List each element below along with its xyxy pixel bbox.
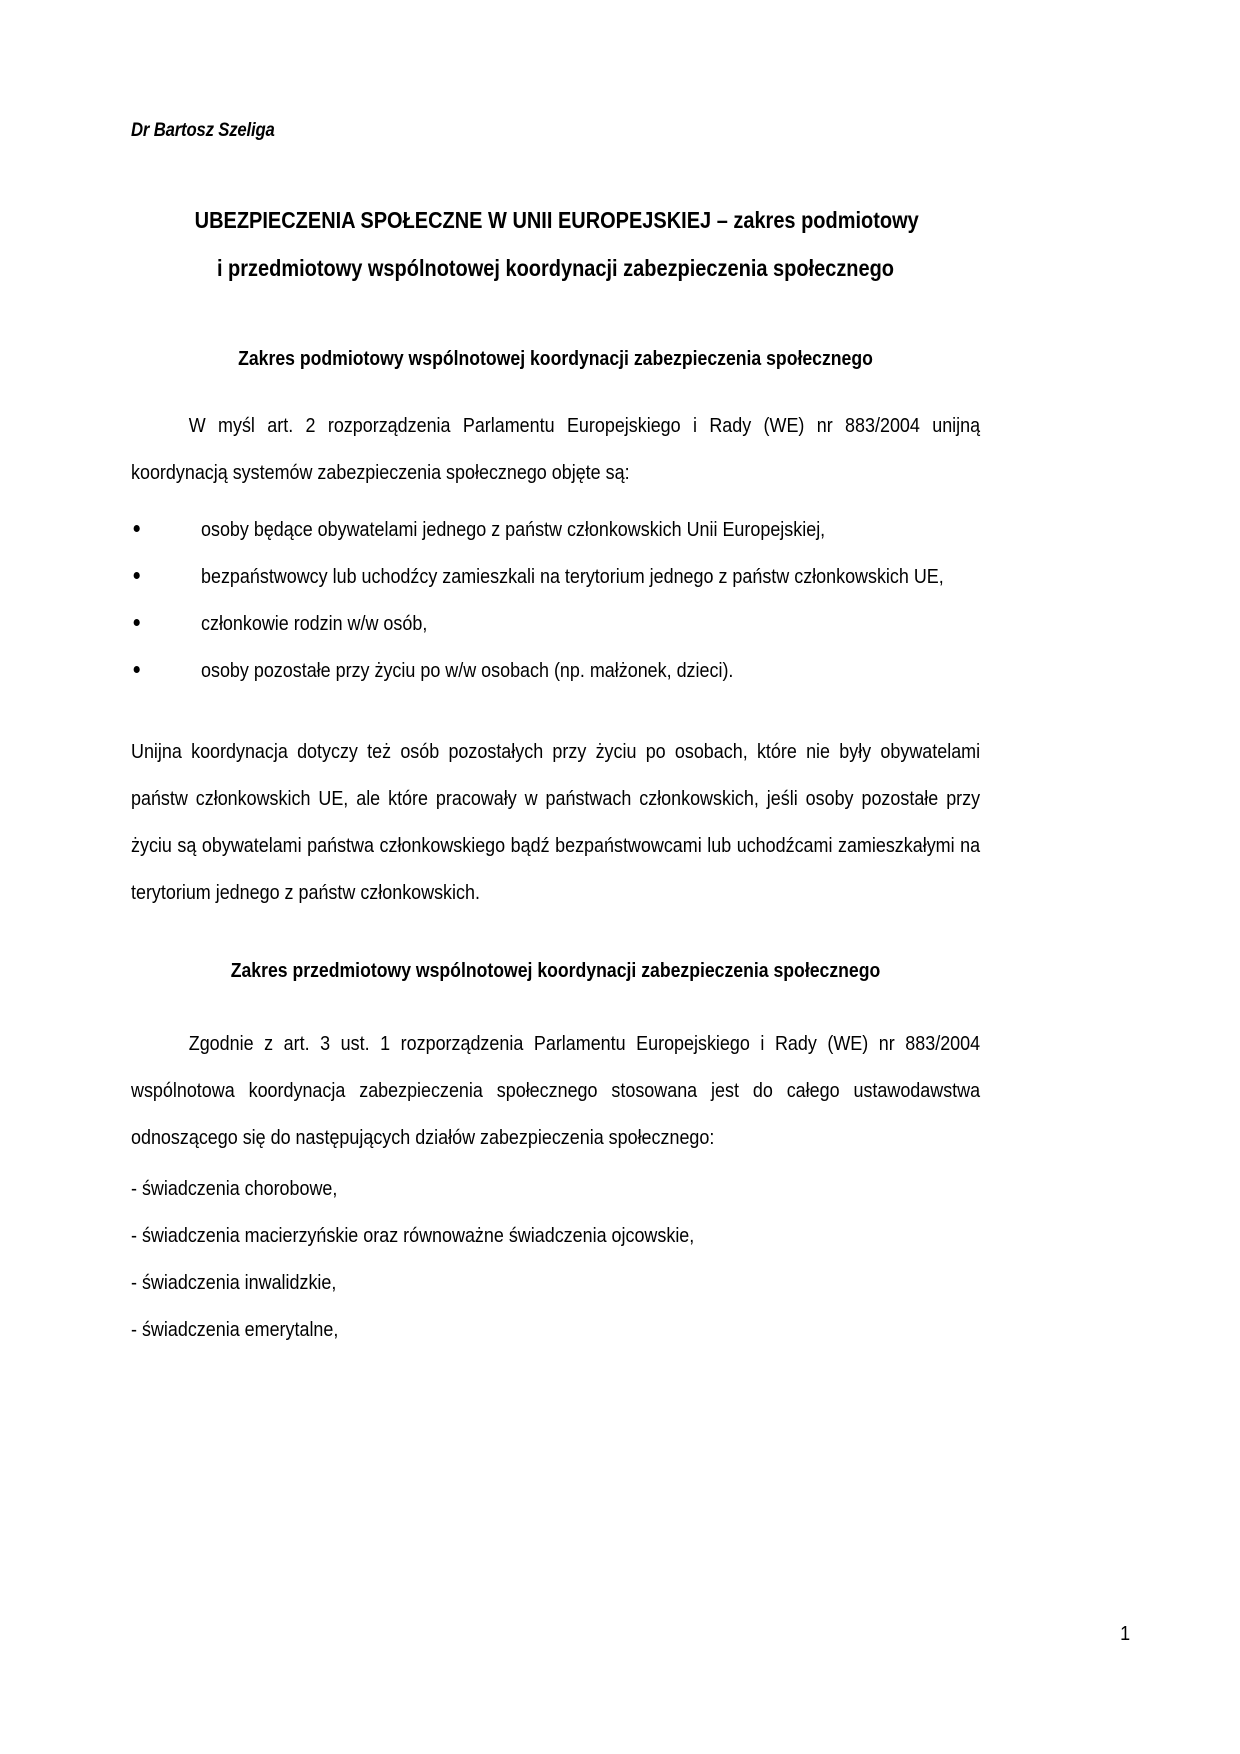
paragraph-intro-section-1: W myśl art. 2 rozporządzenia Parlamentu Europejskiego i Rady (WE) nr 883/2004 unijną koordynacją systemów zabezpieczenia społecznego objęte są:	[131, 414, 981, 484]
title-line-1: UBEZPIECZENIA SPOŁECZNE W UNII EUROPEJSKIEJ – zakres podmiotowy	[194, 207, 919, 233]
page-number: 1	[1119, 1623, 1130, 1645]
author-name: Dr Bartosz Szeliga	[131, 120, 275, 141]
list-item: - świadczenia macierzyńskie oraz równoważne świadczenia ojcowskie,	[131, 1224, 695, 1247]
list-item-text: członkowie rodzin w/w osób,	[201, 612, 428, 635]
list-item: - świadczenia emerytalne,	[131, 1318, 339, 1341]
title-line-2: i przedmiotowy wspólnotowej koordynacji zabezpieczenia społecznego	[216, 255, 895, 281]
dash-list-section-2	[131, 1165, 980, 1353]
list-item-text: bezpaństwowcy lub uchodźcy zamieszkali na terytorium jednego z państw członkowskich UE,	[201, 565, 944, 588]
list-item: - świadczenia chorobowe,	[131, 1177, 338, 1200]
list-item	[131, 647, 980, 694]
paragraph-intro-section-2: Zgodnie z art. 3 ust. 1 rozporządzenia Parlamentu Europejskiego i Rady (WE) nr 883/2004 wspólnotowa koordynacja zabezpieczenia społecznego stosowana jest do całego ustawodawstwa odnoszącego się do następujących działów zabezpieczenia społecznego:	[131, 1032, 981, 1149]
bullet-list-section-1	[131, 506, 980, 694]
bullet-icon	[134, 506, 152, 553]
bullet-icon	[134, 553, 152, 600]
list-item-text: osoby będące obywatelami jednego z państw członkowskich Unii Europejskiej,	[201, 518, 826, 541]
list-item	[131, 600, 980, 647]
paragraph-closing-section-1: Unijna koordynacja dotyczy też osób pozostałych przy życiu po osobach, które nie były obywatelami państw członkowskich UE, ale które pracowały w państwach członkowskich, jeśli osoby pozostałe przy życiu są obywatelami państwa członkowskiego bądź bezpaństwowcami lub uchodźcami zamieszkałymi na terytorium jednego z państw członkowskich.	[131, 740, 981, 904]
document-title	[131, 196, 980, 292]
list-item	[131, 506, 980, 553]
list-item-text: osoby pozostałe przy życiu po w/w osobach (np. małżonek, dzieci).	[201, 659, 734, 682]
section-heading-podmiotowy: Zakres podmiotowy wspólnotowej koordynacji zabezpieczenia społecznego	[238, 347, 873, 370]
list-item: - świadczenia inwalidzkie,	[131, 1271, 337, 1294]
bullet-icon	[134, 600, 152, 647]
document-content	[131, 118, 980, 1353]
list-item	[131, 553, 980, 600]
bullet-icon	[134, 647, 152, 694]
section-heading-przedmiotowy: Zakres przedmiotowy wspólnotowej koordynacji zabezpieczenia społecznego	[230, 959, 881, 982]
